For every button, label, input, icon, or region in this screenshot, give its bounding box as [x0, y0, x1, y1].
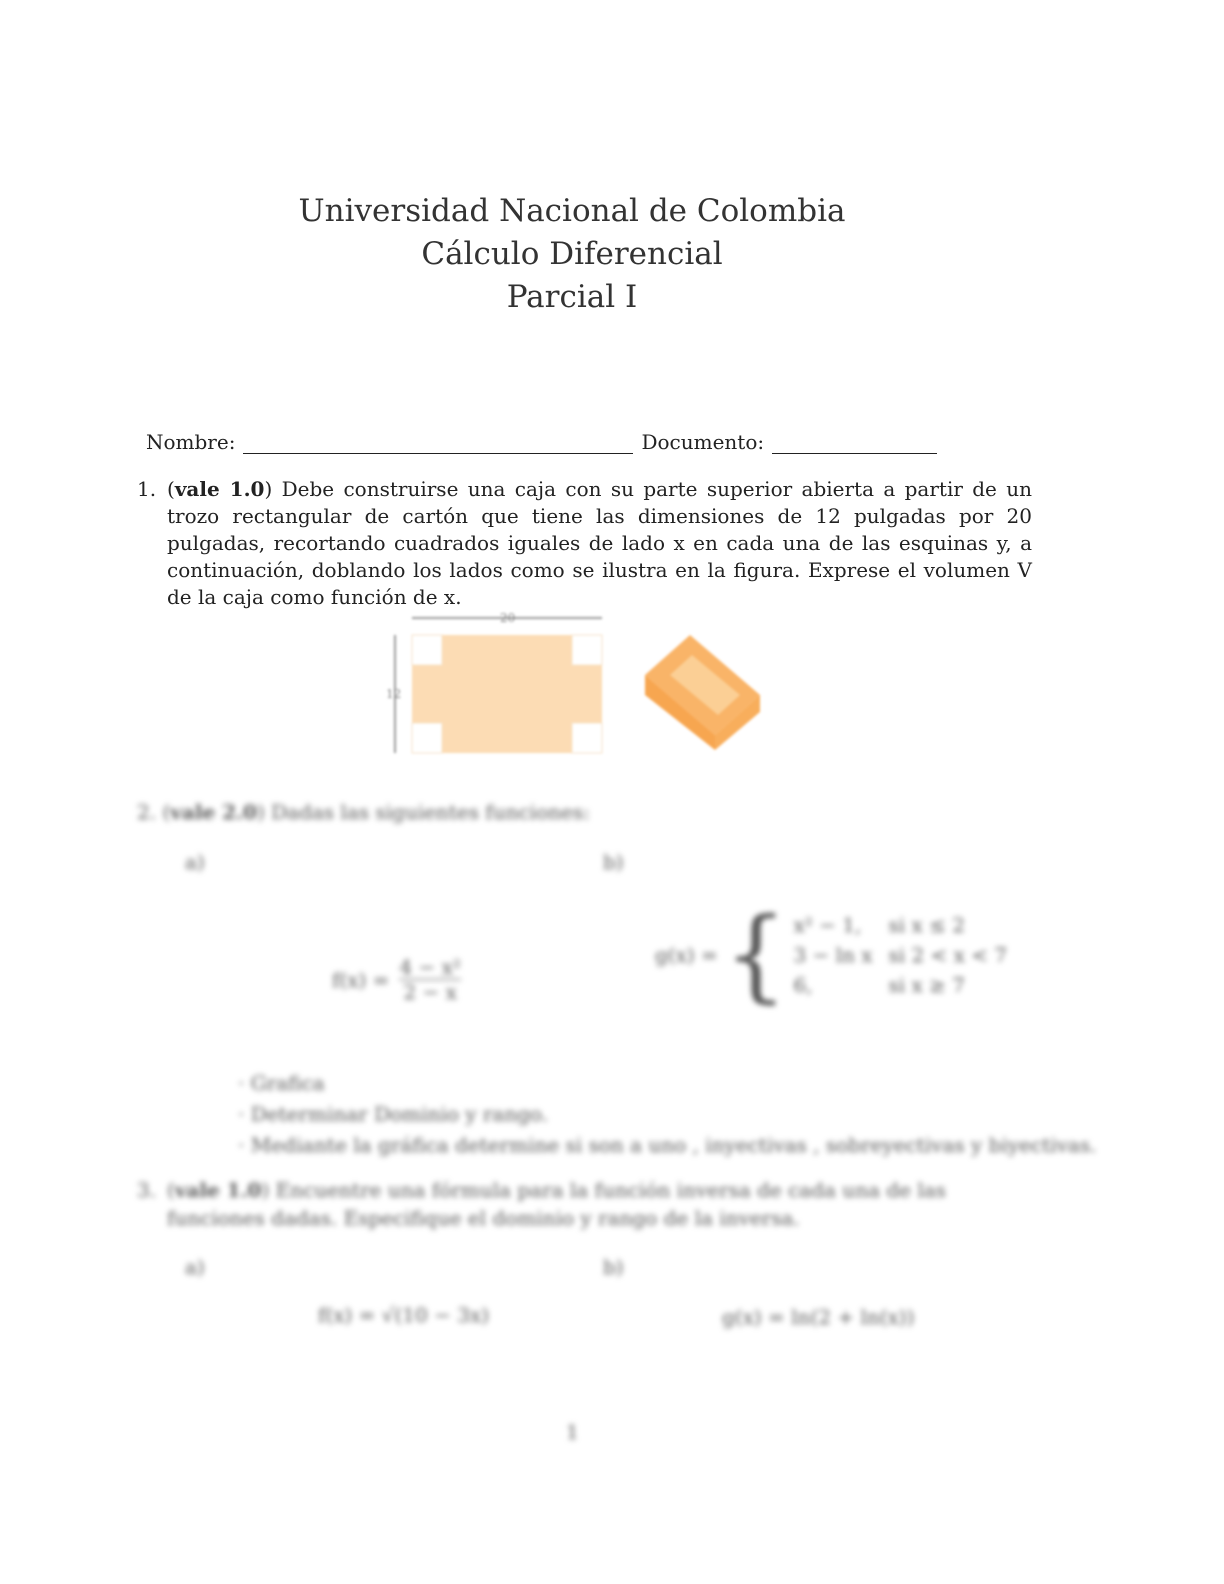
course-name: Cálculo Diferencial: [421, 236, 723, 272]
question-value: vale 1.0: [174, 1178, 262, 1202]
question-value: vale 1.0: [174, 477, 265, 501]
subpart-a-label: a): [185, 850, 205, 874]
g-case-expr: 6,: [793, 973, 813, 997]
folded-box: [645, 635, 760, 750]
list-item: · Mediante la gráfica determine si son a uno , inyectivas , sobreyectivas y biyectivas.: [238, 1133, 1097, 1157]
question-number: 3.: [137, 1178, 157, 1202]
box-figure: [380, 600, 780, 760]
question-value: vale 2.0: [170, 800, 257, 824]
g-cases: [793, 913, 1028, 997]
question-number: 2.: [137, 800, 157, 824]
f-denominator: 2 − x: [399, 979, 460, 1004]
question-text: Encuentre una fórmula para la función inversa de cada una de las funciones dadas. Especifique el dominio y rango de la inversa.: [167, 1178, 946, 1230]
width-label: 20: [500, 611, 516, 625]
g-case-cond: si x ≤ 2: [888, 913, 965, 937]
f-numerator: 4 − x²: [399, 955, 461, 979]
name-label: Nombre:: [146, 430, 236, 454]
g-case-expr: 3 − ln x: [793, 943, 873, 967]
g-brace: {: [723, 896, 788, 1013]
name-field-line[interactable]: [243, 433, 633, 454]
g-case-cond: si x ≥ 7: [888, 973, 965, 997]
exam-header: [0, 190, 1144, 319]
question-text: Dadas las siguientes funciones:: [271, 800, 590, 824]
page-number: 1: [566, 1420, 579, 1444]
subpart-b-label: b): [603, 1255, 624, 1279]
question-3: 3. (vale 1.0) Encuentre una fórmula para la función inversa de cada una de las funciones dadas. Especifique el dominio y rango de la inversa.: [137, 1178, 946, 1230]
cardboard-sheet: [386, 611, 602, 753]
g-case-cond: si 2 < x < 7: [888, 943, 1008, 967]
task-list: [238, 1068, 1096, 1161]
list-item: · Grafica: [238, 1071, 325, 1095]
question-text: Debe construirse una caja con su parte superior abierta a partir de un trozo rectangular de cartón que tiene las dimensiones de 12 pulgadas por 20 pulgadas, recortando cuadrados iguales de lado x en cada una de las esquinas y, a continuación, doblando los lados como se ilustra en la figura. Exprese el volumen V de la caja como función de x.: [167, 477, 1032, 609]
subpart-a-label: a): [185, 1255, 205, 1279]
inverse-function-f: f(x) = √(10 − 3x): [318, 1303, 490, 1327]
question-1: 1. (vale 1.0) Debe construirse una caja con su parte superior abierta a partir de un trozo rectangular de cartón que tiene las dimensiones de 12 pulgadas por 20 pulgadas, recortando cuadrados iguales de lado x en cada una de las esquinas y, a continuación, doblando los lados como se ilustra en la figura. Exprese el volumen V de la caja como función de x.: [137, 477, 1032, 609]
list-item: · Determinar Dominio y rango.: [238, 1102, 549, 1126]
g-case-expr: x² − 1,: [793, 913, 862, 937]
document-field-line[interactable]: [772, 433, 937, 454]
inverse-function-g: g(x) = ln(2 + ln(x)): [722, 1305, 915, 1329]
question-number: 1.: [137, 477, 157, 501]
university-name: Universidad Nacional de Colombia: [298, 193, 846, 229]
student-fields: [146, 430, 946, 454]
f-fraction: [395, 955, 465, 1004]
f-lhs: f(x) =: [332, 967, 390, 992]
exam-name: Parcial I: [506, 279, 638, 315]
g-lhs: g(x) =: [655, 943, 718, 967]
height-label: 12: [386, 687, 402, 701]
document-label: Documento:: [641, 430, 765, 454]
function-g: [655, 896, 1028, 1013]
function-f: [332, 955, 465, 1004]
question-2: 2. (vale 2.0) Dadas las siguientes funciones:: [137, 800, 590, 824]
subpart-b-label: b): [603, 850, 624, 874]
